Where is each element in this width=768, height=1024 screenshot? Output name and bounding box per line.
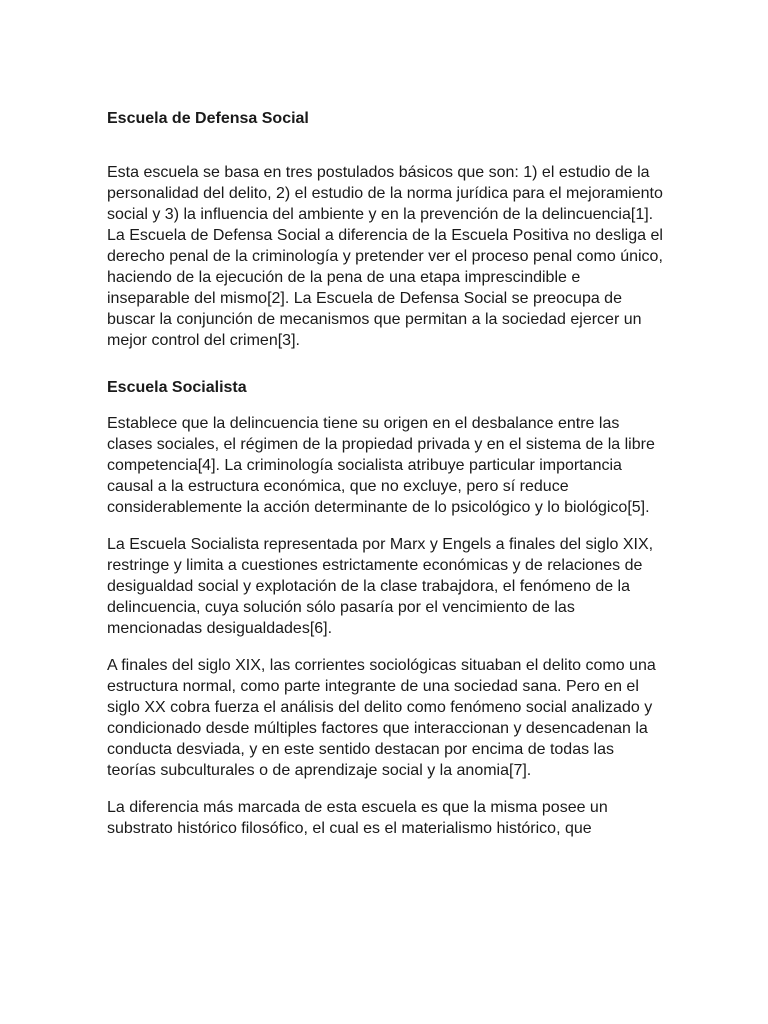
paragraph: La diferencia más marcada de esta escuela es que la misma posee un substrato histórico filosófico, el cual es el materialismo histórico, que (107, 799, 608, 837)
document-page (107, 108, 667, 839)
paragraph: La Escuela de Defensa Social a diferencia de la Escuela Positiva no desliga el derecho penal de la criminología y pretender ver el proceso penal como único, haciendo de la ejecución de la pena de una etapa imprescindible e inseparable del mismo[2]. La Escuela de Defensa Social se preocupa de buscar la conjunción de mecanismos que permitan a la sociedad ejercer un mejor control del crimen[3]. (107, 227, 663, 349)
section-heading-socialista: Escuela Socialista (107, 379, 247, 396)
paragraph: La Escuela Socialista representada por Marx y Engels a finales del siglo XIX, restringe y limita a cuestiones estrictamente económicas y de relaciones de desigualdad social y explotación de la clase trabajdora, el fenómeno de la delincuencia, cuya solución sólo pasaría por el vencimiento de las mencionadas desigualdades[6]. (107, 536, 654, 637)
paragraph: A finales del siglo XIX, las corrientes sociológicas situaban el delito como una estructura normal, como parte integrante de una sociedad sana. Pero en el siglo XX cobra fuerza el análisis del delito como fenómeno social analizado y condicionado desde múltiples factores que interaccionan y desencadenan la conducta desviada, y en este sentido destacan por encima de todas las teorías subculturales o de aprendizaje social y la anomia[7]. (107, 657, 656, 779)
paragraph: Esta escuela se basa en tres postulados básicos que son: 1) el estudio de la personalidad del delito, 2) el estudio de la norma jurídica para el mejoramiento social y 3) la influencia del ambiente y en la prevención de la delincuencia[1]. (107, 164, 663, 223)
section-heading-defensa-social: Escuela de Defensa Social (107, 110, 309, 127)
paragraph: Establece que la delincuencia tiene su origen en el desbalance entre las clases sociales, el régimen de la propiedad privada y en el sistema de la libre competencia[4]. La criminología socialista atribuye particular importancia causal a la estructura económica, que no excluye, pero sí reduce considerablemente la acción determinante de lo psicológico y lo biológico[5]. (107, 415, 655, 516)
